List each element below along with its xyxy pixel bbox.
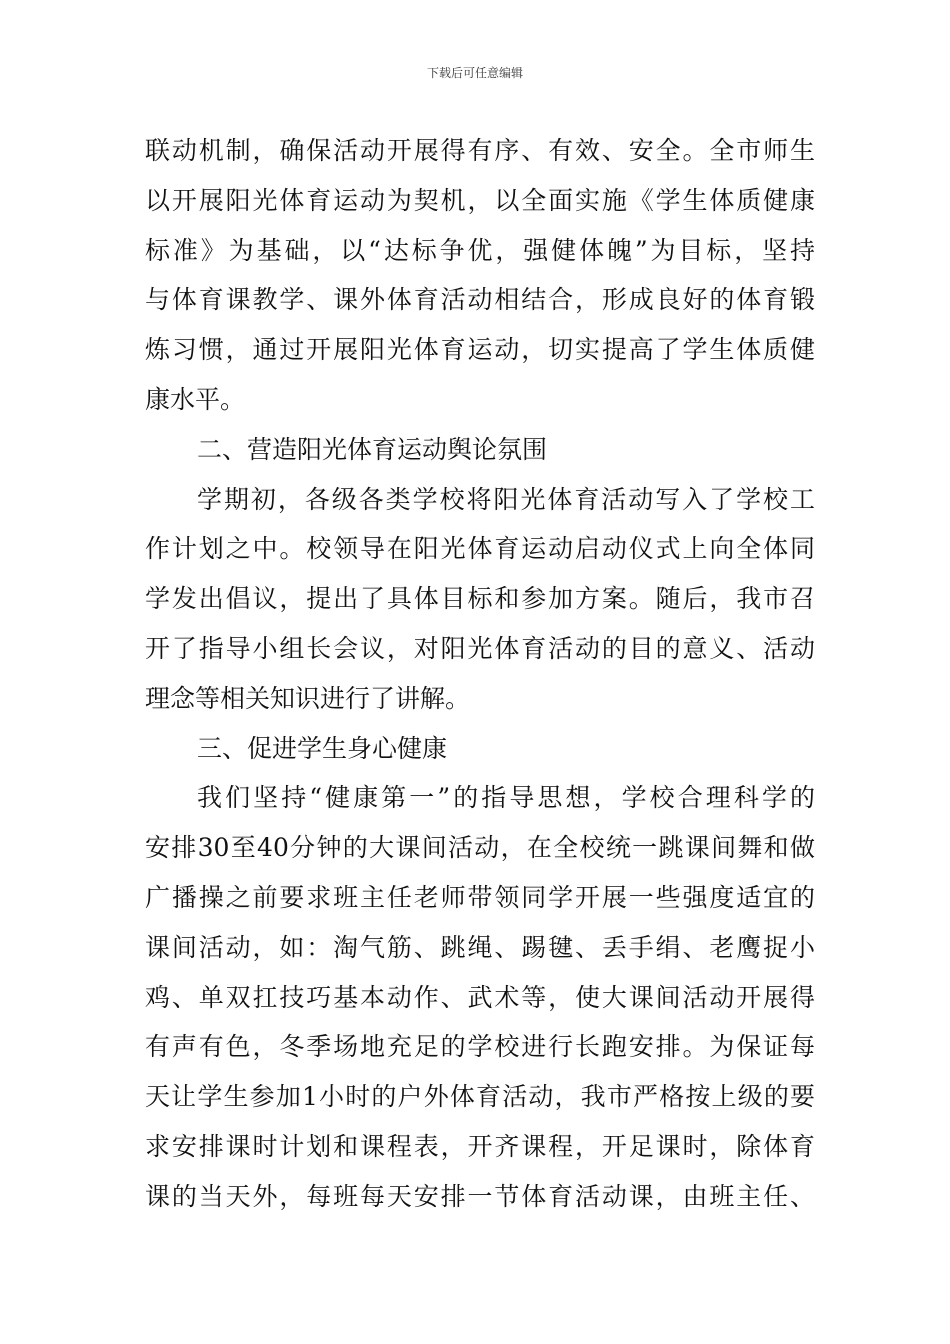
text-line: 课间活动，如：淘气筋、跳绳、踢毽、丢手绢、老鹰捉小 bbox=[145, 932, 815, 962]
text-line: 以开展阳光体育运动为契机，以全面实施《学生体质健康 bbox=[145, 185, 815, 215]
text-line: 有声有色，冬季场地充足的学校进行长跑安排。为保证每 bbox=[145, 1032, 815, 1062]
document-body bbox=[145, 126, 815, 1222]
text-line: 学发出倡议，提出了具体目标和参加方案。随后，我市召 bbox=[145, 584, 815, 614]
text-line: 课的当天外，每班每天安排一节体育活动课，由班主任、 bbox=[145, 1181, 815, 1211]
text-line: 开了指导小组长会议，对阳光体育活动的目的意义、活动 bbox=[145, 633, 815, 663]
text-line: 炼习惯，通过开展阳光体育运动，切实提高了学生体质健 bbox=[145, 335, 815, 365]
text-line: 标准》为基础，以“达标争优，强健体魄”为目标，坚持 bbox=[145, 235, 815, 265]
text-line: 理念等相关知识进行了讲解。 bbox=[145, 683, 471, 713]
text-line: 天让学生参加1小时的户外体育活动，我市严格按上级的要 bbox=[145, 1082, 815, 1112]
text-line: 康水平。 bbox=[145, 384, 246, 414]
text-line: 我们坚持“健康第一”的指导思想，学校合理科学的 bbox=[197, 783, 815, 813]
section-heading: 三、促进学生身心健康 bbox=[197, 733, 448, 763]
text-line: 学期初，各级各类学校将阳光体育活动写入了学校工 bbox=[197, 484, 815, 514]
text-line: 与体育课教学、课外体育活动相结合，形成良好的体育锻 bbox=[145, 285, 815, 315]
text-line: 联动机制，确保活动开展得有序、有效、安全。全市师生 bbox=[145, 136, 815, 165]
text-line: 作计划之中。校领导在阳光体育运动启动仪式上向全体同 bbox=[145, 534, 815, 564]
section-heading: 二、营造阳光体育运动舆论氛围 bbox=[197, 434, 548, 464]
page-header-note: 下载后可任意编辑 bbox=[426, 66, 523, 80]
text-line: 鸡、单双扛技巧基本动作、武术等，使大课间活动开展得 bbox=[145, 982, 815, 1012]
text-line: 求安排课时计划和课程表，开齐课程，开足课时，除体育 bbox=[145, 1131, 815, 1161]
text-line: 广播操之前要求班主任老师带领同学开展一些强度适宜的 bbox=[145, 882, 815, 912]
text-line: 安排30至40分钟的大课间活动，在全校统一跳课间舞和做 bbox=[145, 833, 815, 863]
